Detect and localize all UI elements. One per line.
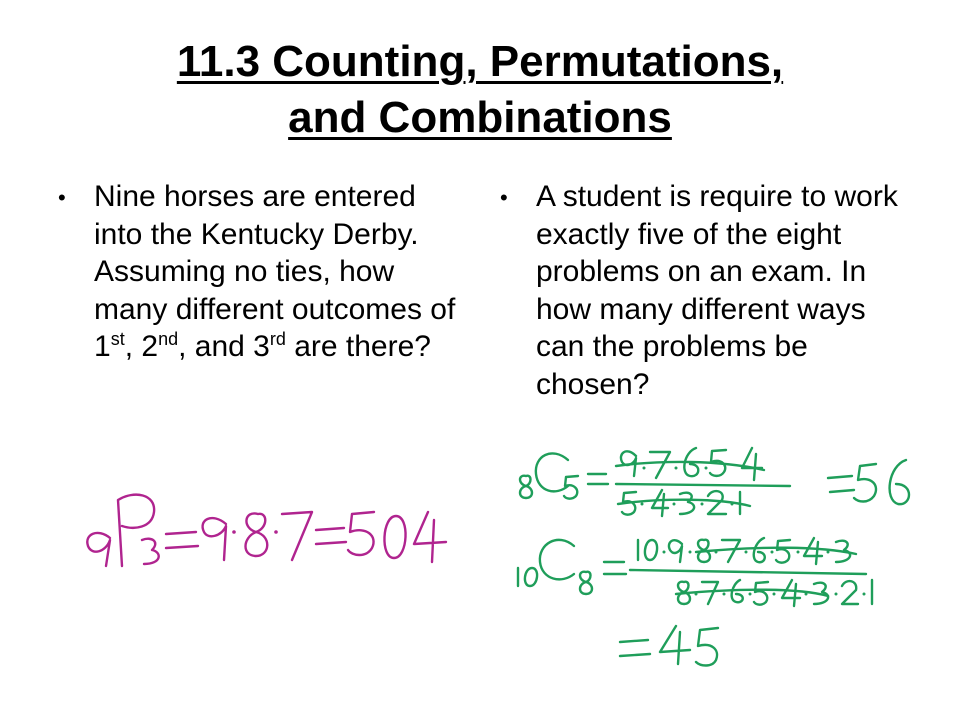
left-text-part: , 2: [124, 330, 159, 363]
bullet-icon: •: [58, 185, 66, 210]
handwriting-left-permutation: [87, 495, 446, 566]
title-line-2: and Combinations: [288, 93, 672, 142]
left-text-part: Nine horses are entered into the Kentucky Derby. Assuming no ties, how many different outcomes of 1: [94, 180, 456, 363]
left-text-part: are there?: [285, 330, 431, 363]
title-line-1: 11.3 Counting, Permutations,: [176, 37, 784, 86]
ordinal-st: st: [110, 329, 125, 349]
handwriting-right-combination-2: [518, 538, 872, 666]
ordinal-nd: nd: [158, 329, 179, 349]
bullet-icon: •: [500, 185, 508, 210]
left-text-part: , and 3: [178, 330, 270, 363]
ordinal-rd: rd: [269, 329, 286, 349]
handwriting-right-combination-1: [520, 448, 909, 516]
right-bullet-text: A student is require to work exactly five of the eight problems on an exam. In how many different ways can the problems be chosen?: [536, 180, 898, 401]
